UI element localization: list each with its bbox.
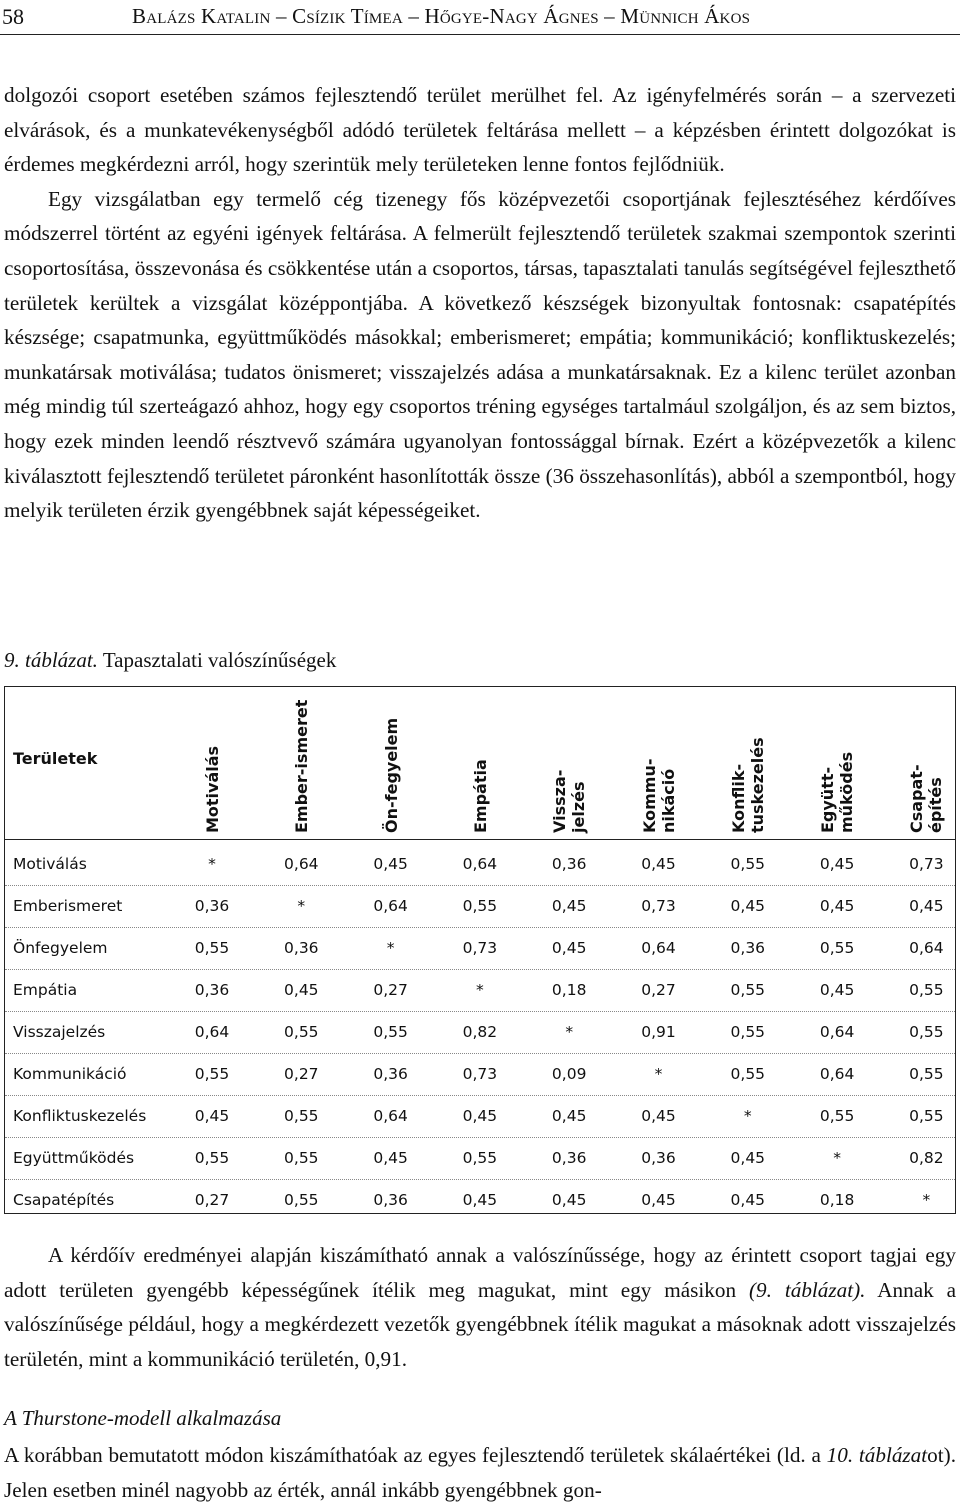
probability-table — [4, 686, 956, 1214]
table-cell: 0,45 — [551, 897, 587, 915]
table-cell: 0,55 — [284, 1107, 319, 1125]
table-cell: 0,45 — [373, 855, 408, 873]
table-cell: 0,36 — [551, 855, 587, 873]
paragraph-3-part1: A kérdőív eredményei alapján kiszámítható annak a valószínűssége, hogy az érintett csoport tagjai egy adott területen gyengébb képességűnek ítélik meg magukat, mint egy másikon — [4, 1243, 956, 1302]
column-header — [614, 689, 704, 839]
column-header-label: építés — [926, 777, 946, 833]
paragraph-4-part2: ot). Jelen esetben minél nagyobb az érték, annál inkább gyengébbnek gon- — [4, 1443, 957, 1502]
paragraph-2: Egy vizsgálatban egy termelő cég tizenegy fős középvezetői csoportjának fejlesztéséhez kérdőíves módszerrel történt az egyéni igények feltárása. A felmerült fejlesztendő területek szakmai szempontok szerinti csoportosítása, összevonása és csökkentése után a csoportos, társas, tapasztalati tanulás segítségével fejleszthető területek kerültek a vizsgálat középpontjába. A következő készségek bizonyultak fontosnak: csapatépítés készsége; csapatmunka, együttműködés másokkal; emberismeret; empátia; kommunikáció; konfliktuskezelés; munkatársak motiválása; tudatos önismeret; visszajelzés adása a munkatársaknak. Ez a kilenc terület azonban még mindig túl szerteágazó ahhoz, hogy egy csoportos tréning egységes tartalmául szolgáljon, és az sem biztos, hogy ezek minden leendő résztvevő számára ugyanolyan fontossággal bírnak. Ezért a középvezetők a kilenc kiválasztott fejlesztendő területet páronként hasonlították össze (36 összehasonlítás), abból a szempontból, hogy melyik területen érzik gyengébbnek saját képességeiket. — [4, 186, 956, 523]
column-header-label: Együtt- — [818, 766, 838, 833]
table-cell: 0,45 — [641, 1107, 676, 1125]
row-label: Visszajelzés — [13, 1023, 106, 1041]
table-row — [5, 1053, 955, 1096]
table-cell: 0,27 — [373, 981, 408, 999]
column-header-label: Motiválás — [203, 745, 222, 833]
table-cell: 0,45 — [551, 1191, 587, 1209]
table-row — [5, 1095, 955, 1138]
table-cell: 0,55 — [909, 1065, 944, 1083]
table-cell: 0,45 — [641, 1191, 676, 1209]
table-cell: 0,55 — [730, 855, 766, 873]
table-cell: 0,82 — [909, 1149, 944, 1167]
table-cell: 0,55 — [730, 981, 766, 999]
table-cell: 0,55 — [462, 897, 498, 915]
column-header-label: Ember-ismeret — [292, 699, 312, 833]
column-header — [256, 689, 346, 839]
column-header-label: működés — [837, 751, 857, 833]
table-cell: 0,55 — [909, 1023, 944, 1041]
table-row — [5, 1137, 955, 1180]
table-row — [5, 843, 955, 886]
table-cell: 0,45 — [284, 981, 319, 999]
table-cell: 0,45 — [909, 897, 944, 915]
table-cell: 0,45 — [551, 939, 587, 957]
column-header-label: jelzés — [569, 781, 589, 833]
running-header — [0, 0, 960, 35]
table-corner-label: Területek — [13, 749, 98, 768]
paragraph-3 — [4, 1238, 956, 1376]
table-cell: 0,36 — [194, 981, 230, 999]
column-header — [881, 689, 960, 839]
column-header-label: Konflik- — [728, 763, 748, 833]
table-cell: 0,82 — [462, 1023, 498, 1041]
column-header-label: Empátia — [470, 759, 490, 833]
table-cell: * — [922, 1191, 931, 1209]
table-cell: 0,55 — [194, 1065, 230, 1083]
table-cell: 0,64 — [462, 855, 498, 873]
table-cell: 0,18 — [551, 981, 587, 999]
table-caption-number: 9. táblázat. — [4, 648, 98, 672]
authors-line: Balázs Katalin – Csízik Tímea – Hőgye-Nagy Ágnes – Münnich Ákos — [132, 4, 751, 28]
table-cell: 0,36 — [551, 1149, 587, 1167]
row-label: Emberismeret — [13, 897, 123, 915]
table-cell: 0,45 — [730, 897, 766, 915]
column-header — [792, 689, 882, 839]
table-cell: 0,55 — [462, 1149, 498, 1167]
table-cell: 0,73 — [909, 855, 944, 873]
column-header — [524, 689, 614, 839]
table-cell: 0,36 — [730, 939, 766, 957]
table-cell: 0,27 — [641, 981, 676, 999]
body-text-bottom — [4, 1438, 956, 1507]
table-cell: 0,55 — [730, 1065, 766, 1083]
row-label: Konfliktuskezelés — [13, 1107, 147, 1125]
table-cell: 0,64 — [909, 939, 944, 957]
table-caption-title: Tapasztalati valószínűségek — [102, 648, 337, 672]
table-cell: 0,64 — [373, 897, 408, 915]
table-row — [5, 1011, 955, 1054]
table-cell: * — [208, 855, 216, 873]
table-cell: * — [833, 1149, 841, 1167]
column-header — [167, 689, 257, 839]
column-header — [346, 689, 436, 839]
table-cell: 0,55 — [284, 1149, 319, 1167]
row-label: Empátia — [13, 981, 78, 999]
paragraph-3-part2: Annak a valószínűsége például, hogy a megkérdezett vezetők gyengébbnek ítélik magukat a másoknak adott visszajelzés területén, mint a kommunikáció területén, 0,91. — [4, 1277, 956, 1371]
table-cell: 0,45 — [819, 855, 855, 873]
table-cell: 0,64 — [284, 855, 319, 873]
paragraph-1: dolgozói csoport esetében számos fejlesztendő terület merülhet fel. Az igényfelmérés során – a szervezeti elvárások, és a munkatevékenységből adódó területek feltárása mellett – a képzésben érintett dolgozókat is érdemes megkérdezni arról, hogy szerintük mely területeken lenne fontos fejlődniük. — [4, 83, 956, 177]
paragraph-4-table-ref: 10. táblázat — [826, 1443, 928, 1467]
table-cell: 0,36 — [194, 897, 230, 915]
table-cell: 0,45 — [551, 1107, 587, 1125]
table-cell: 0,64 — [641, 939, 676, 957]
body-text-after-table — [4, 1238, 956, 1376]
table-cell: 0,55 — [909, 981, 944, 999]
column-header — [435, 689, 525, 839]
table-cell: 0,36 — [373, 1065, 408, 1083]
table-cell: 0,73 — [462, 1065, 498, 1083]
table-cell: * — [565, 1023, 574, 1041]
table-cell: 0,55 — [284, 1191, 319, 1209]
table-cell: 0,55 — [373, 1023, 408, 1041]
table-cell: 0,27 — [284, 1065, 319, 1083]
body-text-top — [4, 78, 956, 528]
table-row — [5, 885, 955, 928]
table-cell: * — [297, 897, 306, 915]
column-header-label: Vissza- — [550, 769, 570, 833]
table-cell: 0,45 — [819, 981, 855, 999]
table-cell: 0,45 — [819, 897, 855, 915]
table-cell: 0,45 — [194, 1107, 230, 1125]
table-cell: 0,36 — [641, 1149, 676, 1167]
table-cell: 0,55 — [819, 1107, 855, 1125]
table-cell: 0,55 — [194, 1149, 230, 1167]
table-cell: 0,91 — [641, 1023, 676, 1041]
table-cell: * — [476, 981, 484, 999]
paragraph-3-table-ref: (9. táblázat). — [749, 1277, 866, 1302]
table-cell: * — [386, 939, 395, 957]
table-cell: 0,55 — [909, 1107, 944, 1125]
column-header-label: Kommu- — [639, 758, 659, 833]
row-label: Önfegyelem — [13, 939, 108, 957]
table-cell: 0,64 — [194, 1023, 230, 1041]
table-cell: * — [743, 1107, 752, 1125]
table-cell: 0,55 — [284, 1023, 319, 1041]
table-row — [5, 1179, 955, 1221]
table-cell: 0,64 — [819, 1065, 855, 1083]
row-label: Csapatépítés — [13, 1191, 115, 1209]
table-cell: 0,45 — [730, 1191, 766, 1209]
table-cell: 0,55 — [194, 939, 230, 957]
table-cell: 0,45 — [462, 1191, 498, 1209]
column-header-label: Csapat- — [907, 764, 927, 833]
row-label: Együttműködés — [13, 1149, 135, 1167]
page-number: 58 — [2, 4, 24, 29]
table-row — [5, 969, 955, 1012]
row-label: Kommunikáció — [13, 1065, 127, 1083]
table-cell: 0,45 — [641, 855, 676, 873]
table-cell: 0,27 — [194, 1191, 230, 1209]
table-cell: 0,64 — [819, 1023, 855, 1041]
table-cell: 0,45 — [373, 1149, 408, 1167]
table-cell: 0,55 — [730, 1023, 766, 1041]
paragraph-4 — [4, 1438, 956, 1507]
column-header-label: nikáció — [658, 768, 678, 833]
table-cell: 0,18 — [819, 1191, 855, 1209]
table-cell: 0,09 — [551, 1065, 587, 1083]
paragraph-4-part1: A korábban bemutatott módon kiszámíthatóak az egyes fejlesztendő területek skálaértékei (ld. a — [4, 1443, 827, 1467]
table-cell: * — [654, 1065, 663, 1083]
table-cell: 0,45 — [462, 1107, 498, 1125]
column-header — [703, 689, 793, 839]
column-header-label: Ön-fegyelem — [381, 717, 401, 833]
table-cell: 0,55 — [819, 939, 855, 957]
table-cell: 0,45 — [730, 1149, 766, 1167]
table-cell: 0,73 — [462, 939, 498, 957]
table-cell: 0,64 — [373, 1107, 408, 1125]
table-cell: 0,36 — [284, 939, 319, 957]
table-row — [5, 927, 955, 970]
table-cell: 0,36 — [373, 1191, 408, 1209]
table-caption — [4, 648, 336, 673]
column-header-label: tuskezelés — [747, 737, 767, 833]
table-cell: 0,73 — [641, 897, 676, 915]
section-heading: A Thurstone-modell alkalmazása — [4, 1406, 282, 1430]
table-header — [5, 687, 955, 840]
row-label: Motiválás — [13, 855, 87, 873]
